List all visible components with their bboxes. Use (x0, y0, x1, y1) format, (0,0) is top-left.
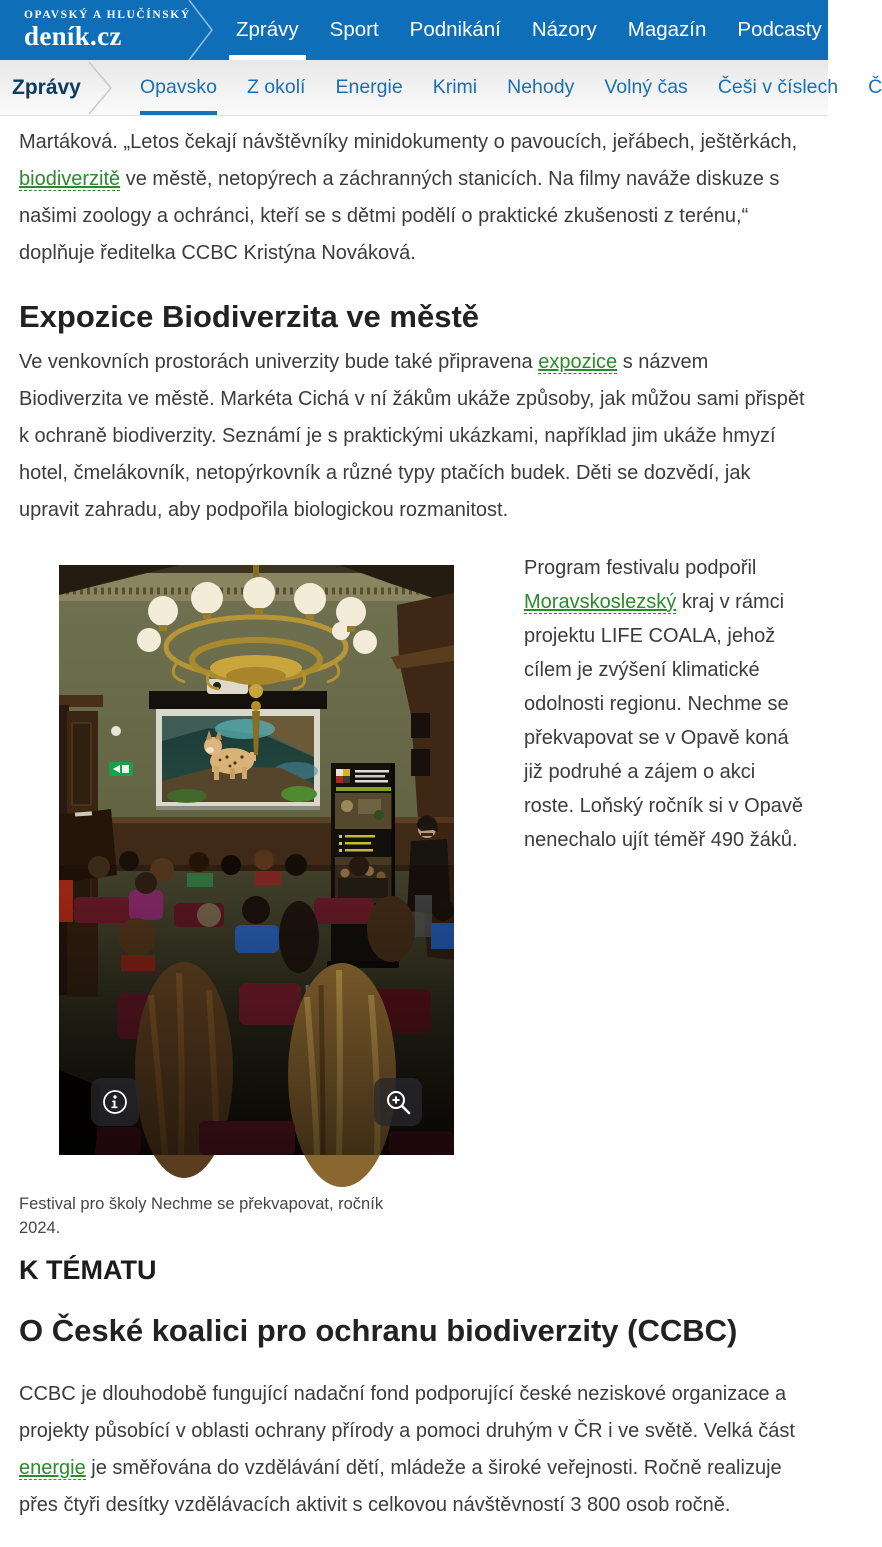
subnav-item-krimi[interactable]: Krimi (432, 75, 478, 98)
paragraph (19, 124, 809, 272)
logo-region-label: OPAVSKÝ A HLUČÍNSKÝ (24, 9, 191, 21)
paragraph-text: CCBC je dlouhodobě fungující nadační fond podporující české neziskové organizace a projekty působící v oblasti ochrany přírody a pomoci druhým v ČR i ve světě. Velká část (19, 1383, 795, 1442)
paragraph-text: s názvem Biodiverzita ve městě. Markéta Cichá v ní žákům ukáže způsoby, jak můžou sami přispět k ochraně biodiverzity. Seznámí je s praktickými ukázkami, například jim ukáže hmyzí hotel, čmelákovník, netopýrkovník a různé typy ptačích budek. Děti se dozvědí, jak upravit zahradu, aby podpořila biologickou rozmanitost. (19, 351, 805, 521)
nav-item-magazin[interactable]: Magazín (627, 18, 707, 41)
link-moravskoslezsky[interactable]: Moravskoslezský (524, 591, 677, 613)
subnav-item-volny-cas[interactable]: Volný čas (604, 75, 688, 98)
article-photo (59, 565, 454, 1155)
link-biodiverzite[interactable]: biodiverzitě (19, 168, 121, 190)
paragraph-text: Ve venkovních prostorách univerzity bude také připravena (19, 351, 539, 373)
side-paragraph (494, 549, 809, 1171)
article-body (0, 124, 828, 1524)
paragraph (19, 1376, 809, 1524)
nav-item-nazory[interactable]: Názory (531, 18, 597, 41)
subheading-expozice: Expozice Biodiverzita ve městě (19, 299, 480, 334)
photo-caption: Festival pro školy Nechme se překvapovat, ročník 2024. (19, 1195, 384, 1237)
photo-illustration (59, 565, 454, 1155)
logo-text: deník.cz (24, 21, 122, 51)
image-info-button[interactable] (91, 1078, 139, 1126)
section-links (140, 60, 882, 115)
paragraph-text: Martáková. „Letos čekají návštěvníky minidokumenty o pavoucích, jeřábech, ještěrkách, (19, 131, 798, 153)
subnav-item-cesi-v-cislech[interactable]: Češi v číslech (717, 75, 839, 98)
link-energie[interactable]: energie (19, 1457, 86, 1479)
paragraph-text: kraj v rámci projektu LIFE COALA, jehož cílem je zvýšení klimatické odolnosti regionu. Nechme se překvapovat se v Opavě koná již podruhé a zájem o akci roste. Loňský ročník si v Opavě nenechalo ujít téměř 490 žáků. (524, 591, 804, 851)
subnav-item-opavsko[interactable]: Opavsko (140, 60, 217, 115)
subnav-item-energie[interactable]: Energie (335, 75, 403, 98)
image-zoom-button[interactable] (374, 1078, 422, 1126)
subnav-item-nehody[interactable]: Nehody (507, 75, 575, 98)
breadcrumb-section[interactable]: Zprávy (12, 75, 81, 99)
chevron-right-icon (186, 0, 216, 60)
paragraph (19, 344, 809, 529)
nav-item-zpravy[interactable]: Zprávy (236, 0, 299, 60)
subnav-item-clipped[interactable]: Č (868, 75, 882, 98)
zoom-in-icon (384, 1088, 412, 1116)
subheading-ccbc: O České koalici pro ochranu biodiverzity (CCBC) (19, 1313, 738, 1348)
media-row (19, 549, 809, 1171)
paragraph-text: ve městě, netopýrech a záchranných stanicích. Na filmy naváže diskuze s našimi zoology a ochránci, kteří se s dětmi podělí o praktické zkušenosti z terénu,“ doplňuje ředitelka CCBC Kristýna Nováková. (19, 168, 780, 264)
main-nav (236, 0, 822, 60)
subnav-item-z-okoli[interactable]: Z okolí (246, 75, 306, 98)
nav-item-podnikani[interactable]: Podnikání (409, 18, 501, 41)
info-icon (102, 1089, 128, 1115)
site-header (0, 0, 828, 60)
paragraph-text: Program festivalu podpořil (524, 557, 757, 579)
site-logo[interactable] (24, 9, 191, 50)
nav-item-sport[interactable]: Sport (329, 18, 379, 41)
paragraph-text: je směřována do vzdělávání dětí, mládeže a široké veřejnosti. Ročně realizuje přes čtyři desítky vzdělávacích aktivit s celkovou návštěvností 3 800 osob ročně. (19, 1457, 782, 1516)
nav-item-podcasty[interactable]: Podcasty (737, 18, 822, 41)
section-nav (0, 60, 882, 116)
related-topic-heading: K TÉMATU (19, 1255, 157, 1285)
chevron-right-icon (86, 62, 116, 114)
link-expozice[interactable]: expozice (538, 351, 618, 373)
